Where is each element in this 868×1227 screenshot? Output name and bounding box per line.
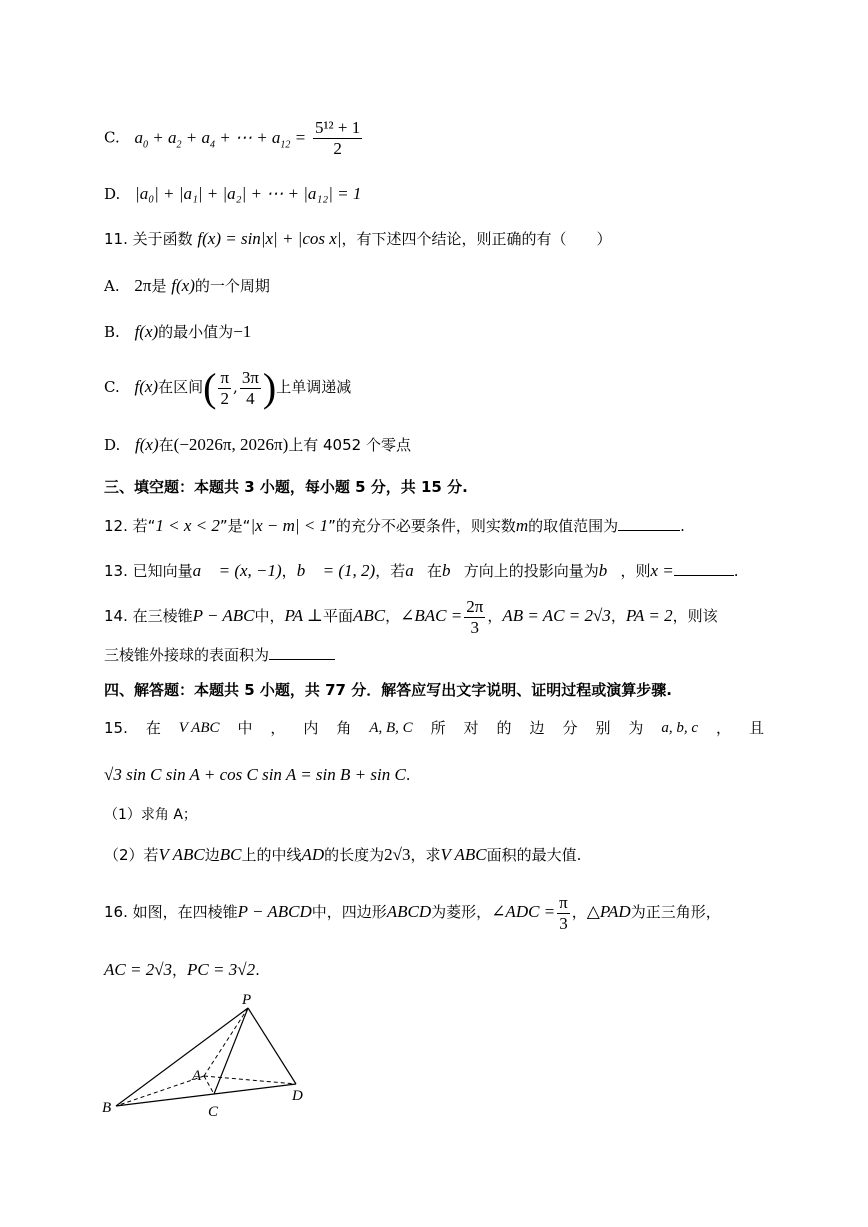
question-15-equation: √3 sin C sin A + cos C sin A = sin B + sin C. (104, 765, 411, 784)
option-c-fraction: $\frac{\text{5¹² + 1}}{2}$ (314, 118, 361, 158)
q15-token: 在 (145, 719, 161, 737)
question-11-stem: 11. 关于函数 f(x) = sin|x| + |cos x|，有下述四个结论，则正确的有（ ） (104, 229, 612, 248)
question-11-option-d[interactable]: D. f(x)在(−2026π, 2026π)上有 4052 个零点 (104, 435, 411, 454)
q15-token: 别 (595, 719, 611, 737)
q15-token: A, B, C (369, 720, 413, 736)
q15-token: a, b, c (661, 720, 699, 736)
label-a: A (192, 1068, 202, 1084)
edge-pa (204, 1008, 248, 1076)
question-12: 12. 若“1 < x < 2”是“|x − m| < 1”的充分不必要条件，则实数m的取值范围为 . (104, 516, 685, 535)
q15-token: ， (716, 719, 732, 737)
question-14-line-1: 14. 在三棱锥P − ABC中，PA ⊥平面ABC，∠BAC = $\frac{2\pi}{3}$ ，AB = AC = 2√3，PA = 2，则该 (104, 596, 718, 637)
option-c-sum-even: C. $a_0 + a_2 + a_4$ + ⋯ + $a_{12}$ = $\frac{\text{5¹² + 1}}{2}$ (104, 118, 361, 158)
question-16-line-2: AC = 2√3，PC = 3√2. (104, 960, 260, 979)
q15-token: 分 (562, 719, 578, 737)
question-14-line-2: 三棱锥外接球的表面积为 (104, 645, 335, 665)
label-d: D (292, 1088, 303, 1104)
q15-token: 的 (496, 719, 512, 737)
q15-token: 为 (628, 719, 644, 737)
section-4-heading: 四、解答题：本题共 5 小题，共 77 分．解答应写出文字说明、证明过程或演算步骤. (104, 681, 672, 699)
q15-token: 所 (430, 719, 446, 737)
edge-pd (248, 1008, 296, 1084)
section-3-heading: 三、填空题：本题共 3 小题，每小题 5 分，共 15 分. (104, 478, 468, 496)
q15-token: 15. (104, 719, 128, 737)
question-11-option-b[interactable]: B. f(x)的最小值为−1 (104, 322, 252, 341)
pyramid-figure (96, 990, 326, 1130)
question-15-line-1 (104, 718, 764, 738)
answer-blank-13[interactable] (674, 561, 734, 576)
q15-token: 边 (529, 719, 545, 737)
q15-token: 中 (237, 719, 253, 737)
edge-ab (116, 1076, 204, 1106)
q15-token: 且 (748, 719, 764, 737)
edge-ac (204, 1076, 214, 1094)
question-11-option-c[interactable]: C. f(x)在区间( $\frac{\pi}{2}$ , $\frac{3\pi}{4}$ )上单调递减 (104, 365, 352, 410)
question-15-part-2: （2）若V ABC边BC上的中线AD的长度为2√3，求V ABC面积的最大值. (104, 845, 582, 864)
q15-token: 对 (463, 719, 479, 737)
q15-token: 内 (303, 719, 319, 737)
question-13: 13. 已知向量a⃗ = (x, −1)，b⃗ = (1, 2)，若a⃗在b⃗方向上的投影向量为b⃗，则x = . (104, 561, 739, 580)
angle-fraction: $\frac{2\pi}{3}$ (466, 596, 484, 637)
label-c: C (208, 1104, 219, 1120)
label-p: P (242, 992, 252, 1008)
interval-left-fraction: $\frac{\pi}{2}$ (220, 367, 230, 408)
interval-right-fraction: $\frac{3\pi}{4}$ (241, 367, 259, 408)
question-11-option-a[interactable]: A. 2π是 f(x)的一个周期 (104, 276, 270, 295)
question-15-part-1: （1）求角 A； (104, 807, 197, 823)
q15-token: ， (270, 719, 286, 737)
angle-adc-fraction: $\frac{\pi}{3}$ (559, 892, 568, 933)
label-b: B (102, 1100, 112, 1116)
question-16-line-1: 16. 如图，在四棱锥P − ABCD中，四边形ABCD为菱形，∠ADC = $\frac{\pi}{3}$ ，△PAD为正三角形， (104, 892, 721, 933)
q15-token: V ABC (178, 720, 220, 736)
answer-blank-12[interactable] (618, 516, 680, 531)
q15-token: 角 (336, 719, 352, 737)
answer-blank-14[interactable] (269, 645, 335, 660)
option-d-abs-sum: D. |a₀| + |a₁| + |a₂| + ⋯ + |a₁₂| = 1 (104, 184, 362, 203)
edge-cd (214, 1084, 296, 1094)
